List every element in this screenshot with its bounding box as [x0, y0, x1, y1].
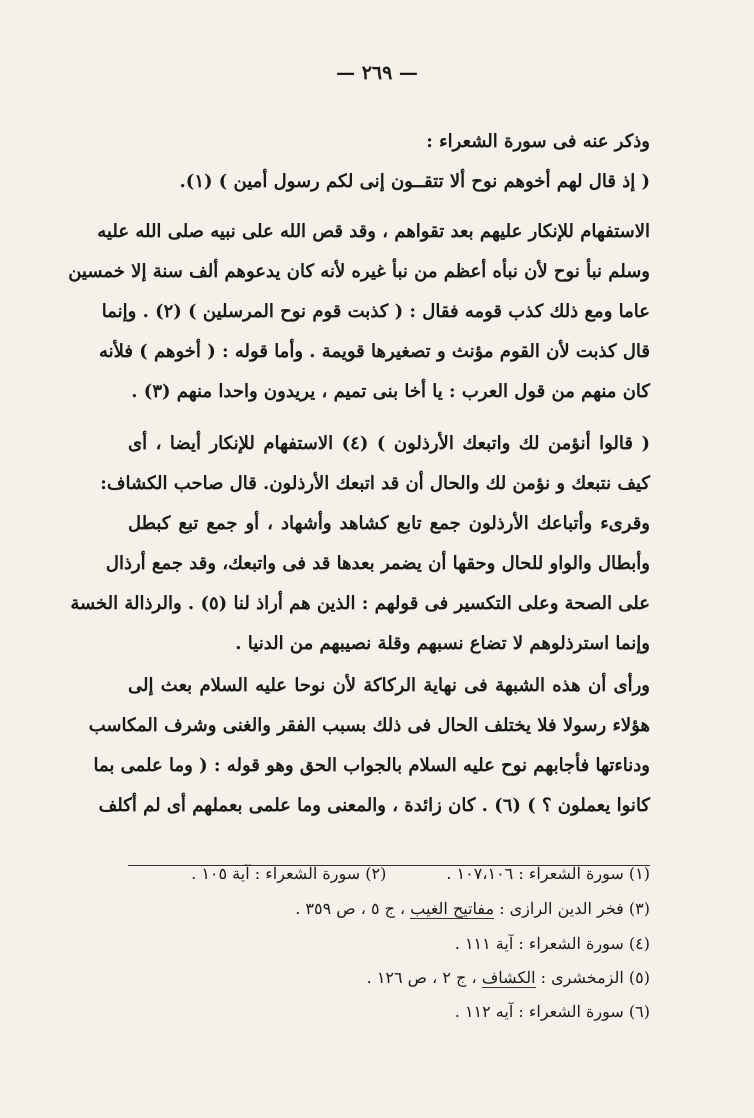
- text-line: على الصحة وعلى التكسير فى قولهم : الذين هم أراذ لنا (٥) . والرذالة الخسة: [70, 593, 650, 614]
- footnote-5: (٥) الزمخشرى : الكشاف ، ج ٢ ، ص ١٢٦ .: [366, 968, 650, 987]
- text-line: كانوا يعملون ؟ ) (٦) . كان زائدة ، والمعنى وما علمى بعملهم أى لم أكلف: [98, 795, 650, 816]
- text-line: وإنما استرذلوهم لا تضاع نسبهم وقلة نصيبهم من الدنيا .: [235, 633, 650, 654]
- text-line: هؤلاء رسولا فلا يختلف الحال فى ذلك بسبب الفقر والغنى وشرف المكاسب: [88, 715, 650, 736]
- text-line: عاما ومع ذلك كذب قومه فقال : ( كذبت قوم نوح المرسلين ) (٢) . وإنما: [101, 301, 650, 322]
- footnote-2: (٢) سورة الشعراء : آية ١٠٥ .: [191, 864, 387, 883]
- text-line: وسلم نبأ نوح لأن نبأه أعظم من نبأ غيره لأنه كان يدعوهم ألف سنة إلا خمسين: [68, 261, 650, 282]
- paragraph-1: [68, 212, 650, 412]
- footnote-5-title: الكشاف: [481, 968, 536, 987]
- intro-paragraph: [128, 122, 650, 202]
- text-line: قال كذبت لأن القوم مؤنث و تصغيرها قويمة . وأما قوله : ( أخوهم ) فلأنه: [98, 341, 650, 362]
- text-line: كيف نتبعك و نؤمن لك والحال أن قد اتبعك الأرذلون. قال صاحب الكشاف:: [100, 473, 650, 494]
- text-line: وذكر عنه فى سورة الشعراء :: [426, 131, 650, 152]
- footnote-1: (١) سورة الشعراء : ١٠٧،١٠٦ .: [446, 864, 650, 883]
- footnote-1-2: [128, 858, 650, 890]
- footnote-3: (٣) فخر الدين الرازى : مفاتيح الغيب ، ج ٥ ، ص ٣٥٩ .: [295, 899, 650, 918]
- text-line: وقرىء وأتباعك الأرذلون جمع تابع كشاهد وأشهاد ، أو جمع تبع كبطل: [128, 513, 650, 534]
- footnote-3-title: مفاتيح الغيب: [410, 899, 495, 918]
- text-line: ودناءتها فأجابهم نوح عليه السلام بالجواب الحق وهو قوله : ( وما علمى بما: [93, 755, 650, 776]
- text-line: وأبطال والواو للحال وحقها أن يضمر بعدها قد فى واتبعك، وقد جمع أرذال: [105, 553, 650, 574]
- footnote-6: (٦) سورة الشعراء : آيه ١١٢ .: [454, 1002, 650, 1021]
- text-line: ( إذ قال لهم أخوهم نوح ألا تتقــون إنى لكم رسول أمين ) (١).: [179, 171, 650, 192]
- text-line: الاستفهام للإنكار عليهم بعد تقواهم ، وقد قص الله على نبيه صلى الله عليه: [97, 221, 650, 242]
- text-line: ورأى أن هذه الشبهة فى نهاية الركاكة لأن نوحا عليه السلام بعث إلى: [128, 675, 650, 696]
- paragraph-3: [88, 666, 650, 826]
- page-number: — ٢٦٩ —: [336, 62, 418, 84]
- text-line: ( قالوا أنؤمن لك واتبعك الأرذلون ) (٤) الاستفهام للإنكار أيضا ، أى: [128, 433, 650, 454]
- paragraph-2: [70, 424, 650, 664]
- footnote-4: (٤) سورة الشعراء : آية ١١١ .: [454, 934, 650, 953]
- text-line: كان منهم من قول العرب : يا أخا بنى تميم ، يريدون واحدا منهم (٣) .: [131, 381, 650, 402]
